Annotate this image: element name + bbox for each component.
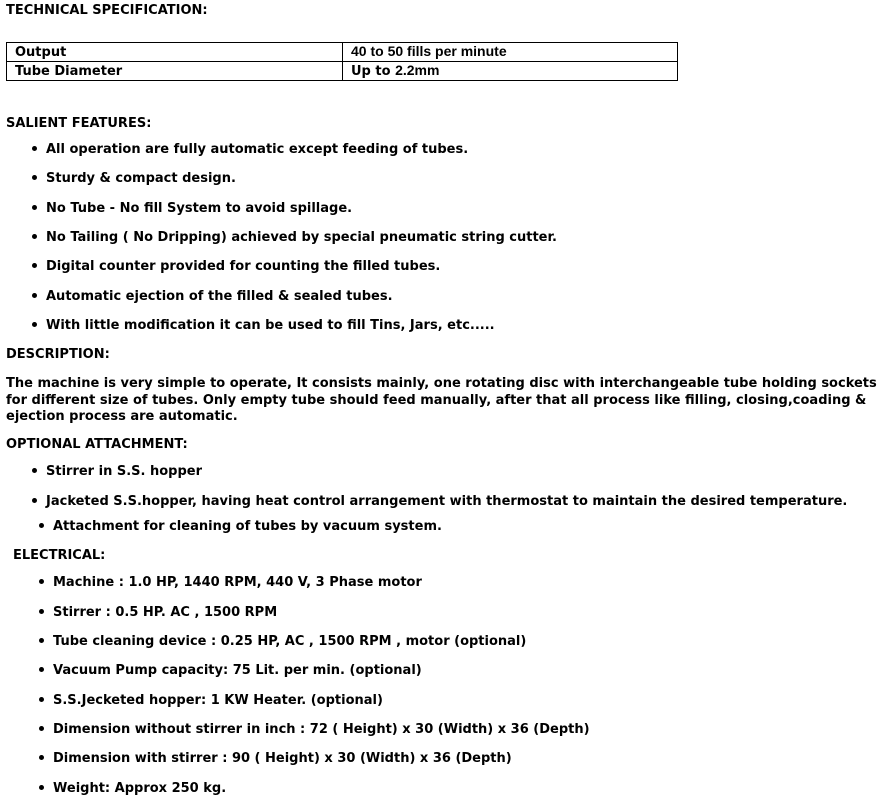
- spec-value-prefix: Up to: [351, 64, 396, 79]
- bullet-icon: [32, 498, 37, 503]
- list-item-text: Weight: Approx 250 kg.: [53, 781, 227, 796]
- description-heading: DESCRIPTION:: [6, 347, 110, 362]
- list-item-text: Digital counter provided for counting the filled tubes.: [46, 259, 441, 274]
- description-text: The machine is very simple to operate, It consists mainly, one rotating disc with interchangeable tube holding sockets for different size of tubes. Only empty tube should feed manually, after that all process like filling, closing,coading & ejection process are automatic.: [6, 376, 877, 424]
- list-item-text: Dimension with stirrer : 90 ( Height) x 30 (Width) x 36 (Depth): [53, 751, 512, 766]
- list-item: [39, 663, 422, 679]
- bullet-icon: [39, 785, 44, 790]
- bullet-icon: [39, 579, 44, 584]
- list-item: [39, 605, 277, 621]
- spec-value-text: 2.2mm: [395, 62, 440, 78]
- list-item-text: Dimension without stirrer in inch : 72 ( Height) x 30 (Width) x 36 (Depth): [53, 722, 590, 737]
- list-item: [39, 751, 512, 767]
- list-item: [32, 464, 202, 480]
- bullet-icon: [32, 234, 37, 239]
- bullet-icon: [32, 468, 37, 473]
- bullet-icon: [32, 293, 37, 298]
- list-item: [32, 142, 468, 158]
- bullet-icon: [39, 726, 44, 731]
- list-item: [39, 575, 422, 591]
- list-item: [39, 722, 590, 738]
- technical-specification-heading: TECHNICAL SPECIFICATION:: [6, 3, 208, 18]
- bullet-icon: [39, 523, 44, 528]
- bullet-icon: [32, 146, 37, 151]
- electrical-heading: ELECTRICAL:: [13, 548, 106, 563]
- list-item-text: Stirrer : 0.5 HP. AC , 1500 RPM: [53, 605, 278, 620]
- list-item-text: Tube cleaning device : 0.25 HP, AC , 1500 RPM , motor (optional): [53, 634, 527, 649]
- bullet-icon: [39, 697, 44, 702]
- spec-value-tube-diameter: [343, 62, 678, 81]
- table-row: [7, 62, 678, 81]
- table-row: [7, 43, 678, 62]
- spec-value-text: 40 to 50 fills per minute: [351, 43, 507, 59]
- list-item: [39, 634, 526, 650]
- salient-features-heading: SALIENT FEATURES:: [6, 116, 152, 131]
- list-item: [32, 318, 495, 334]
- list-item-text: All operation are fully automatic except feeding of tubes.: [46, 142, 469, 157]
- list-item: [32, 171, 236, 187]
- list-item: [39, 781, 226, 797]
- list-item-text: Stirrer in S.S. hopper: [46, 464, 202, 479]
- list-item-text: No Tube - No fill System to avoid spillage.: [46, 201, 353, 216]
- list-item: [32, 289, 393, 305]
- bullet-icon: [39, 609, 44, 614]
- bullet-icon: [39, 755, 44, 760]
- bullet-icon: [32, 322, 37, 327]
- list-item: [32, 494, 847, 510]
- spec-label-output: Output: [7, 43, 343, 62]
- spec-value-output: [343, 43, 678, 62]
- list-item-text: No Tailing ( No Dripping) achieved by special pneumatic string cutter.: [46, 230, 557, 245]
- bullet-icon: [32, 263, 37, 268]
- list-item-text: Automatic ejection of the filled & sealed tubes.: [46, 289, 393, 304]
- bullet-icon: [39, 638, 44, 643]
- list-item: [39, 519, 442, 535]
- bullet-icon: [32, 205, 37, 210]
- list-item: [32, 201, 352, 217]
- bullet-icon: [39, 667, 44, 672]
- list-item-text: Vacuum Pump capacity: 75 Lit. per min. (optional): [53, 663, 422, 678]
- list-item: [32, 259, 440, 275]
- list-item: [32, 230, 557, 246]
- list-item-text: Jacketed S.S.hopper, having heat control arrangement with thermostat to maintain the desired temperature.: [46, 494, 848, 509]
- list-item-text: S.S.Jecketed hopper: 1 KW Heater. (optional): [53, 693, 383, 708]
- optional-attachment-heading: OPTIONAL ATTACHMENT:: [6, 437, 188, 452]
- list-item-text: Attachment for cleaning of tubes by vacuum system.: [53, 519, 442, 534]
- bullet-icon: [32, 175, 37, 180]
- list-item-text: Machine : 1.0 HP, 1440 RPM, 440 V, 3 Phase motor: [53, 575, 422, 590]
- spec-table: [6, 42, 678, 81]
- list-item-text: Sturdy & compact design.: [46, 171, 236, 186]
- list-item-text: With little modification it can be used to fill Tins, Jars, etc.....: [46, 318, 495, 333]
- spec-label-tube-diameter: Tube Diameter: [7, 62, 343, 81]
- list-item: [39, 693, 383, 709]
